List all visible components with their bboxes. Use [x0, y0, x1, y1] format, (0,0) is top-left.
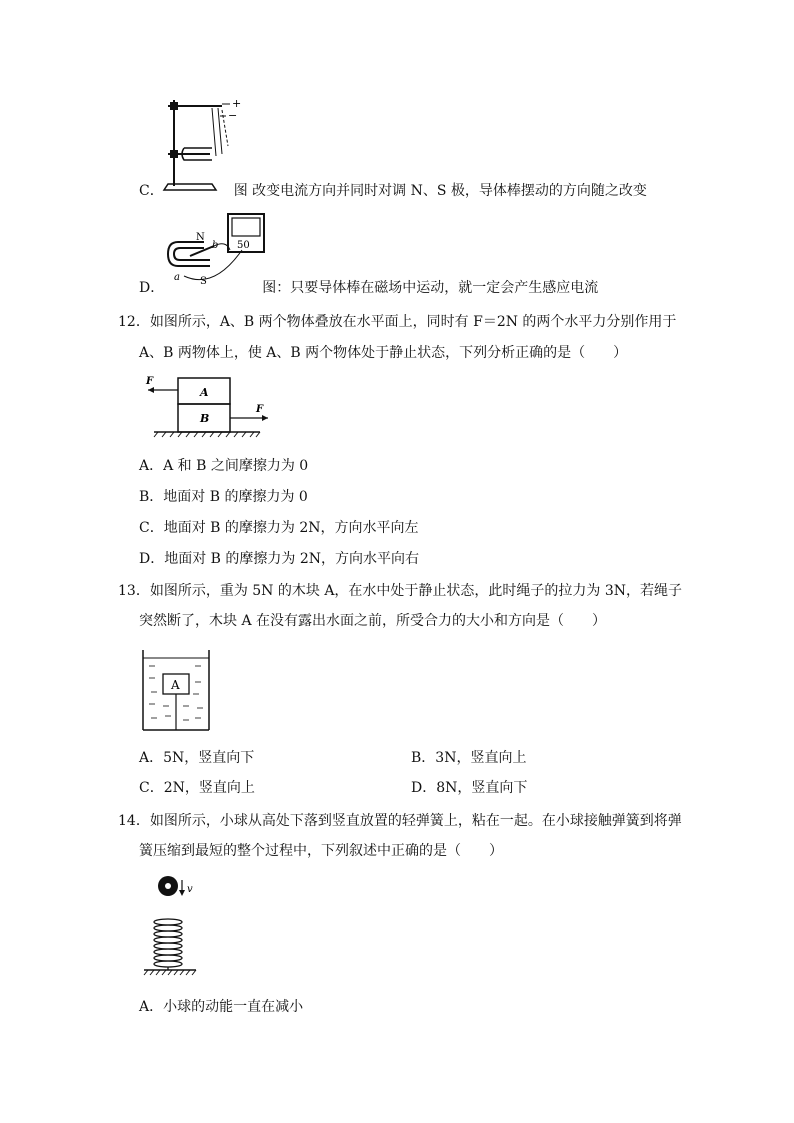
- block-a-label: A: [200, 386, 209, 399]
- force-right-label: F: [256, 404, 264, 415]
- q12-stem-line2: A、B 两物体上，使 A、B 两个物体处于静止状态，下列分析正确的是（ ）: [139, 345, 628, 361]
- figure-iron-stand: [160, 96, 250, 192]
- q11-option-d-text: 图：只要导体棒在磁场中运动，就一定会产生感应电流: [262, 280, 599, 296]
- label-a: a: [174, 272, 180, 283]
- block-a-label: A: [171, 678, 180, 692]
- plus-sign: +: [232, 97, 242, 110]
- q12-option-b[interactable]: B．地面对 B 的摩擦力为 0: [139, 489, 308, 505]
- figure-water-container: [141, 648, 213, 734]
- q11-option-c-text: 图 改变电流方向并同时对调 N、S 极，导体棒摆动的方向随之改变: [233, 183, 647, 199]
- q11-option-c[interactable]: [139, 182, 647, 200]
- q11-option-d-letter: D．: [139, 280, 165, 296]
- figure-ball-spring: [140, 874, 210, 980]
- q13-option-c[interactable]: C．2N，竖直向上: [139, 780, 255, 796]
- q13-stem-line2: 突然断了，木块 A 在没有露出水面之前，所受合力的大小和方向是（ ）: [139, 613, 607, 629]
- label-b: b: [212, 240, 219, 251]
- q14-stem-line2: 簧压缩到最短的整个过程中，下列叙述中正确的是（ ）: [139, 843, 503, 859]
- figure-stacked-blocks: [142, 374, 272, 438]
- q13-stem-line1: 13．如图所示，重为 5N 的木块 A，在水中处于静止状态，此时绳子的拉力为 3N，若绳子: [118, 583, 683, 599]
- q12-option-a[interactable]: A．A 和 B 之间摩擦力为 0: [139, 458, 309, 474]
- q14-stem-line1: 14．如图所示，小球从高处下落到竖直放置的轻弹簧上，粘在一起。在小球接触弹簧到将弹: [118, 813, 682, 829]
- q11-option-d[interactable]: [139, 279, 598, 297]
- force-left-label: F: [146, 376, 154, 387]
- label-n: N: [196, 232, 205, 243]
- q13-option-a[interactable]: A．5N，竖直向下: [139, 750, 255, 766]
- q13-option-d[interactable]: D．8N，竖直向下: [411, 780, 528, 796]
- q11-option-c-letter: C．: [139, 183, 164, 199]
- galvanometer-reading: 50: [237, 240, 250, 251]
- figure-magnet-galvanometer: [164, 210, 274, 290]
- block-b-label: B: [200, 412, 210, 425]
- label-s: S: [200, 276, 207, 287]
- q12-option-c[interactable]: C．地面对 B 的摩擦力为 2N，方向水平向左: [139, 520, 419, 536]
- q12-option-d[interactable]: D．地面对 B 的摩擦力为 2N，方向水平向右: [139, 551, 420, 567]
- q13-option-b[interactable]: B．3N，竖直向上: [411, 750, 527, 766]
- minus-sign: −: [228, 109, 238, 122]
- q12-stem-line1: 12．如图所示，A、B 两个物体叠放在水平面上，同时有 F＝2N 的两个水平力分别作用于: [118, 314, 677, 330]
- q14-option-a[interactable]: A．小球的动能一直在减小: [139, 999, 304, 1015]
- velocity-label: v: [187, 884, 193, 895]
